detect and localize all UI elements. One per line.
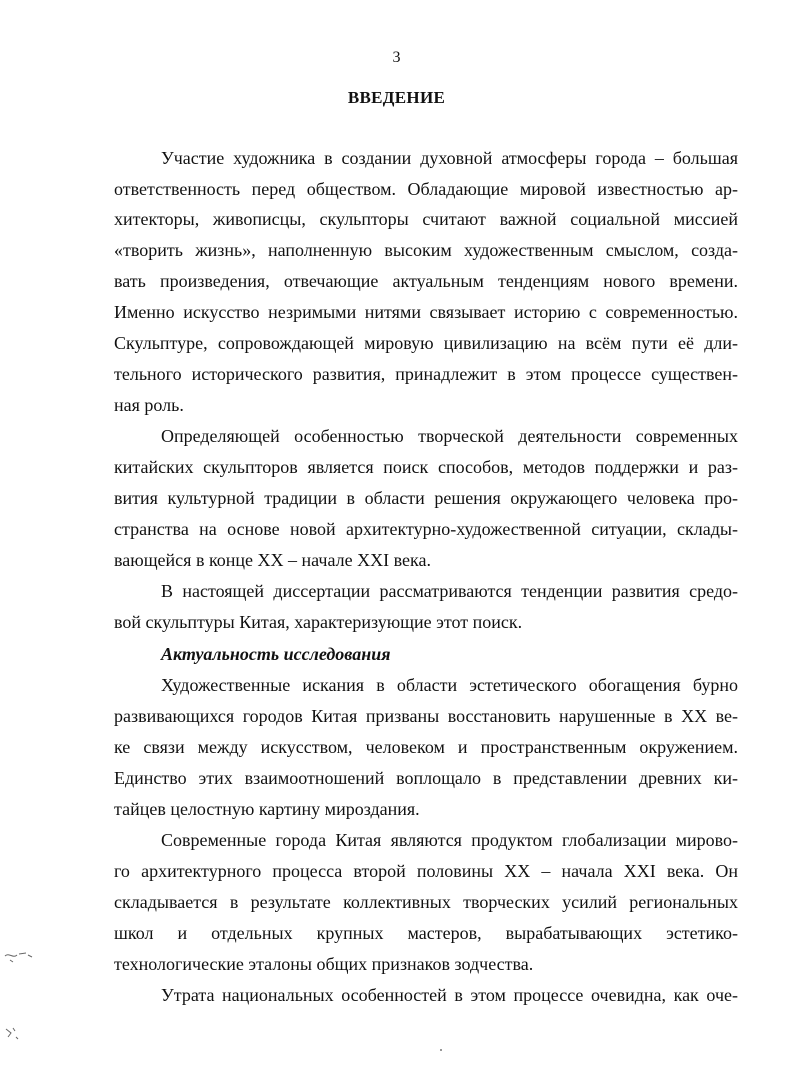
text-line: вающейся в конце XX – начале XXI века. bbox=[114, 550, 431, 570]
text-line: странства на основе новой архитектурно-художественной ситуации, склады- bbox=[114, 519, 738, 539]
text-line: вать произведения, отвечающие актуальным тенденциям нового времени. bbox=[114, 271, 738, 291]
text-line: тельного исторического развития, принадлежит в этом процессе существен- bbox=[114, 364, 738, 384]
scan-artifact-mark bbox=[4, 1025, 24, 1044]
text-line: Утрата национальных особенностей в этом процессе очевидна, как оче- bbox=[161, 985, 738, 1005]
text-line: ная роль. bbox=[114, 395, 184, 415]
text-line: ке связи между искусством, человеком и пространственным окружением. bbox=[114, 737, 738, 757]
text-line: Определяющей особенностью творческой деятельности современных bbox=[161, 426, 738, 446]
text-line: «творить жизнь», наполненную высоким художественным смыслом, созда- bbox=[114, 240, 738, 260]
text-line: тайцев целостную картину мироздания. bbox=[114, 799, 420, 819]
text-line: Именно искусство незримыми нитями связывает историю с современностью. bbox=[114, 302, 738, 322]
text-line: Современные города Китая являются продуктом глобализации мирово- bbox=[161, 830, 738, 850]
section-heading: Актуальность исследования bbox=[161, 644, 391, 664]
text-line: школ и отдельных крупных мастеров, вырабатывающих эстетико- bbox=[114, 923, 738, 943]
text-line: технологические эталоны общих признаков зодчества. bbox=[114, 954, 534, 974]
text-line: вития культурной традиции в области решения окружающего человека про- bbox=[114, 488, 738, 508]
text-line: вой скульптуры Китая, характеризующие этот поиск. bbox=[114, 612, 523, 632]
text-line: Скульптуре, сопровождающей мировую цивилизацию на всём пути её дли- bbox=[114, 333, 738, 353]
text-line: Художественные искания в области эстетического обогащения бурно bbox=[161, 675, 738, 695]
text-line: развивающихся городов Китая призваны восстановить нарушенные в XX ве- bbox=[114, 706, 738, 726]
text-line: В настоящей диссертации рассматриваются тенденции развития средо- bbox=[161, 581, 738, 601]
scan-artifact-mark bbox=[4, 950, 34, 967]
text-line: ответственность перед обществом. Обладающие мировой известностью ар- bbox=[114, 179, 738, 199]
text-line: хитекторы, живописцы, скульпторы считают важной социальной миссией bbox=[114, 209, 738, 229]
text-line: китайских скульпторов является поиск способов, методов поддержки и раз- bbox=[114, 457, 738, 477]
scan-dot bbox=[440, 1049, 442, 1051]
text-line: Участие художника в создании духовной атмосферы города – большая bbox=[161, 148, 738, 168]
page-title: ВВЕДЕНИЕ bbox=[347, 88, 446, 107]
page-number: 3 bbox=[392, 49, 401, 66]
text-line: Единство этих взаимоотношений воплощало в представлении древних ки- bbox=[114, 768, 738, 788]
text-line: го архитектурного процесса второй половины XX – начала XXI века. Он bbox=[114, 861, 738, 881]
text-line: складывается в результате коллективных творческих усилий региональных bbox=[114, 892, 738, 912]
